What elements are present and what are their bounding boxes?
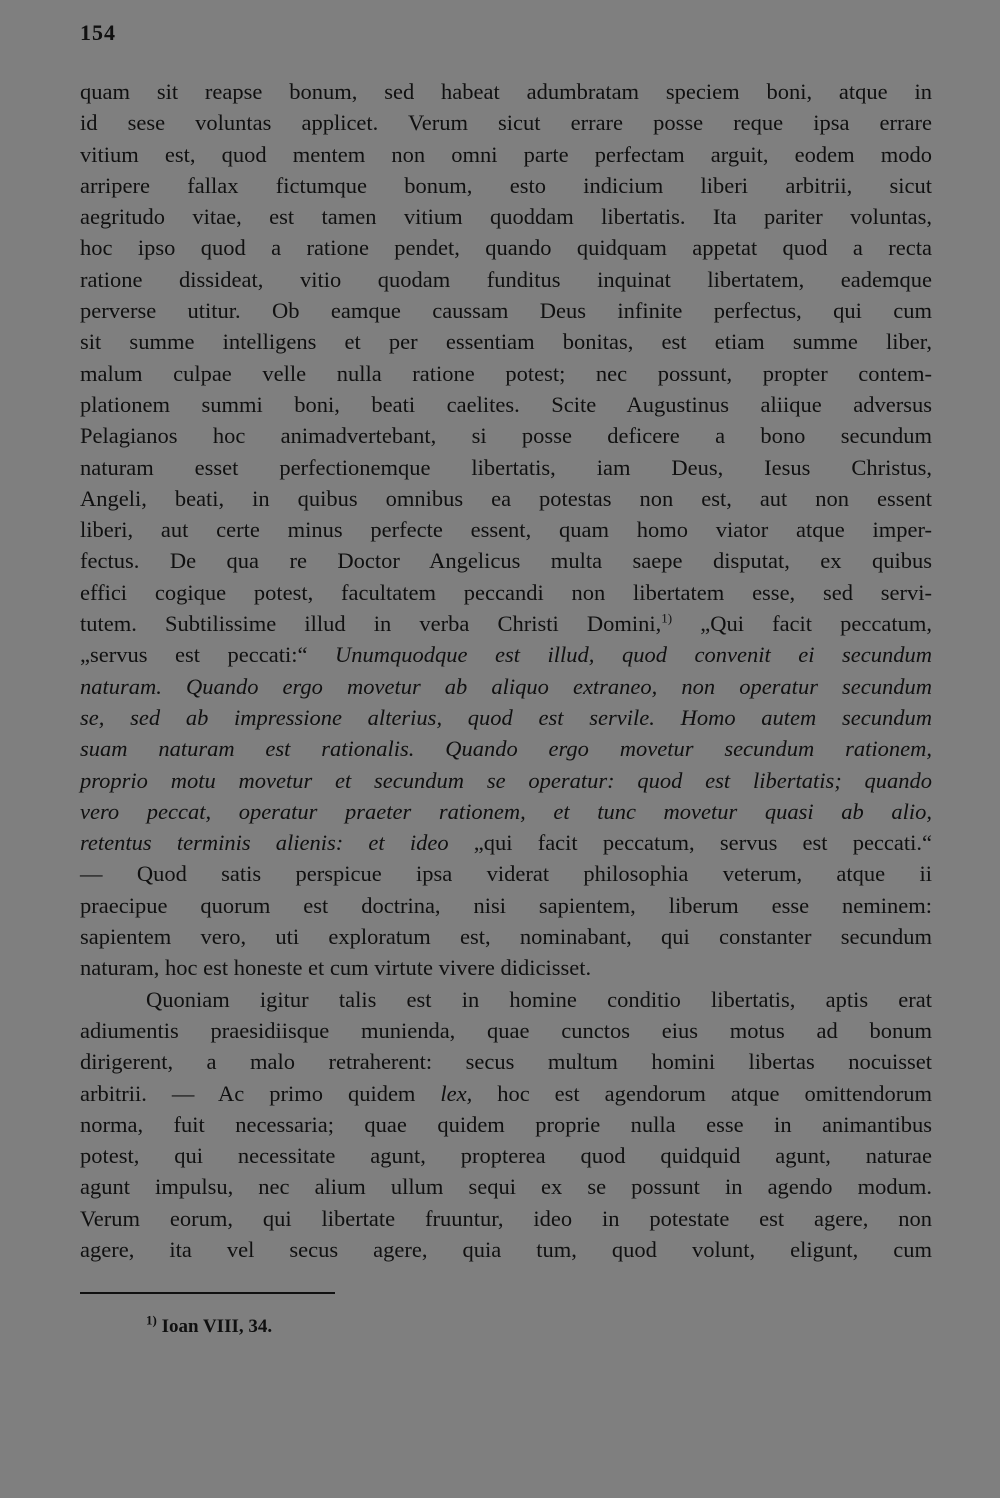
text-span: tutem. Subtilissime illud in verba Christi Domini,	[80, 611, 662, 637]
text-line: hoc ipso quod a ratione pendet, quando quidquam appetat quod a recta	[80, 235, 932, 261]
text-line: praecipue quorum est doctrina, nisi sapientem, liberum esse neminem:	[80, 892, 932, 918]
text-line: agunt impulsu, nec alium ullum sequi ex se possunt in agendo modum.	[80, 1174, 932, 1200]
text-line: effici cogique potest, facultatem peccandi non libertatem esse, sed servi-	[80, 579, 932, 605]
text-line: quam sit reapse bonum, sed habeat adumbratam speciem boni, atque in	[80, 79, 932, 104]
footnote	[146, 1312, 273, 1338]
quote-span: „Qui facit peccatum,	[700, 611, 932, 637]
text-line: — Quod satis perspicue ipsa viderat philosophia veterum, atque ii	[80, 861, 932, 887]
italic-line: naturam. Quando ergo movetur ab aliquo extraneo, non operatur secundum	[80, 673, 932, 699]
text-line: Pelagianos hoc animadvertebant, si posse deficere a bono secundum	[80, 423, 932, 449]
text-line	[80, 702, 932, 733]
text-line: vitium est, quod mentem non omni parte perfectam arguit, eodem modo	[80, 141, 932, 167]
text-line	[80, 671, 932, 702]
text-line: ratione dissideat, vitio quodam funditus inquinat libertatem, eademque	[80, 266, 932, 292]
text-line: sapientem vero, uti exploratum est, nominabant, qui constanter secundum	[80, 924, 932, 950]
text-line: agere, ita vel secus agere, quia tum, quod volunt, eligunt, cum	[80, 1236, 932, 1262]
text-line: norma, fuit necessaria; quae quidem proprie nulla esse in animantibus	[80, 1111, 932, 1137]
text-span: arbitrii. — Ac primo quidem	[80, 1080, 416, 1106]
text-span: „servus est peccati:“	[80, 642, 308, 668]
text-line: sit summe intelligens et per essentiam bonitas, est etiam summe liber,	[80, 329, 932, 355]
text-line: adiumentis praesidiisque munienda, quae cunctos eius motus ad bonum	[80, 1017, 932, 1043]
text-line: naturam, hoc est honeste et cum virtute vivere didicisset.	[80, 955, 592, 981]
italic-line: suam naturam est rationalis. Quando ergo movetur secundum rationem,	[80, 736, 932, 762]
text-line: malum culpae velle nulla ratione potest; nec possunt, propter contem-	[80, 360, 932, 386]
footnote-marker: 1)	[146, 1312, 157, 1328]
text-line: plationem summi boni, beati caelites. Scite Augustinus aliique adversus	[80, 391, 932, 417]
paragraph-start-line: Quoniam igitur talis est in homine conditio libertatis, aptis erat	[146, 986, 932, 1012]
text-line: id sese voluntas applicet. Verum sicut errare posse reque ipsa errare	[80, 110, 932, 136]
text-line: Angeli, beati, in quibus omnibus ea potestas non est, aut non essent	[80, 485, 932, 511]
text-line	[80, 1078, 932, 1109]
italic-quote: Unumquodque est illud, quod convenit ei secundum	[335, 642, 932, 668]
text-span: hoc est agendorum atque omittendorum	[497, 1080, 932, 1106]
text-line: dirigerent, a malo retraherent: secus multum homini libertas nocuisset	[80, 1049, 932, 1075]
text-line: potest, qui necessitate agunt, propterea quod quidquid agunt, naturae	[80, 1143, 932, 1169]
text-line: aegritudo vitae, est tamen vitium quoddam libertatis. Ita pariter voluntas,	[80, 204, 932, 230]
italic-span: retentus terminis alienis: et ideo	[80, 830, 449, 856]
text-line	[80, 765, 932, 796]
body-text	[80, 76, 932, 1265]
text-line: perverse utitur. Ob eamque caussam Deus infinite perfectus, qui cum	[80, 298, 932, 324]
text-line	[80, 796, 932, 827]
footnote-reference[interactable]: 1)	[661, 610, 673, 626]
italic-line: proprio motu movetur et secundum se operatur: quod est libertatis; quando	[80, 767, 932, 793]
text-line	[80, 733, 932, 764]
page-number: 154	[80, 20, 116, 45]
italic-line: se, sed ab impressione alterius, quod est servile. Homo autem secundum	[80, 704, 932, 730]
quote-span: „qui facit peccatum, servus est peccati.“	[473, 830, 933, 856]
italic-word: lex,	[440, 1080, 473, 1106]
text-line: Verum eorum, qui libertate fruuntur, ideo in potestate est agere, non	[80, 1205, 932, 1231]
text-line: arripere fallax fictumque bonum, esto indicium liberi arbitrii, sicut	[80, 172, 932, 198]
text-line: naturam esset perfectionemque libertatis, iam Deus, Iesus Christus,	[80, 454, 932, 480]
footnote-divider	[80, 1292, 335, 1294]
footnote-text: Ioan VIII, 34.	[161, 1316, 273, 1337]
text-line: liberi, aut certe minus perfecte essent, quam homo viator atque imper-	[80, 517, 932, 543]
text-line	[80, 827, 932, 858]
text-line: fectus. De qua re Doctor Angelicus multa saepe disputat, ex quibus	[80, 548, 932, 574]
text-line	[80, 639, 932, 670]
text-line	[80, 608, 932, 639]
italic-line: vero peccat, operatur praeter rationem, et tunc movetur quasi ab alio,	[80, 798, 932, 824]
